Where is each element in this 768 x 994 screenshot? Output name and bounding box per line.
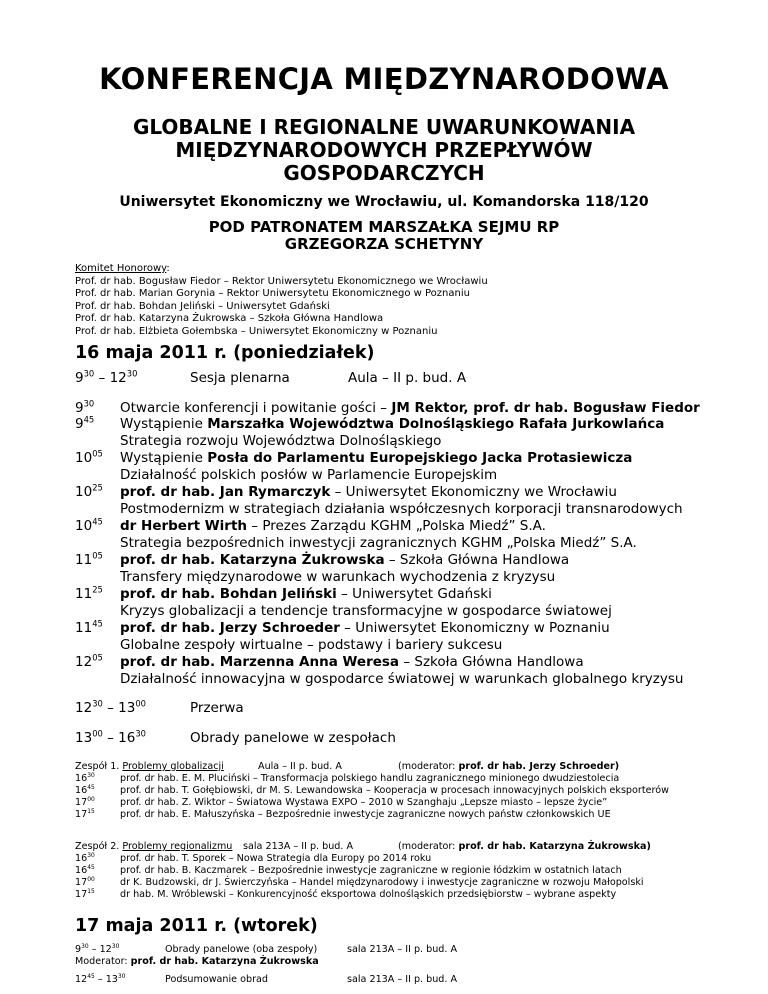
committee-heading: Komitet Honorowy: [75, 263, 170, 274]
team1-item: prof. dr hab. E. M. Pluciński – Transformacja polskiego handlu zagranicznego minionego dwudziestolecia [120, 773, 620, 784]
panels-time: $13^{00} - 16^{30}$ [75, 728, 146, 746]
committee-member: Prof. dr hab. Katarzyna Żukrowska – Szkoła Główna Handlowa [75, 313, 384, 324]
day2-row-room: sala 213A – II p. bud. A [347, 944, 458, 955]
conference-subtitle-line-2: MIĘDZYNARODOWYCH PRZEPŁYWÓW [175, 138, 593, 162]
team1-item-time: $17^{00}$ [75, 795, 95, 808]
team2-item-time: $16^{45}$ [75, 863, 95, 876]
patronage-line-2: GRZEGORZA SCHETYNY [284, 235, 484, 253]
talk-time: $9^{30}$ [75, 398, 95, 416]
team2-item-time: $17^{00}$ [75, 875, 95, 888]
team1-moderator: (moderator: prof. dr hab. Jerzy Schroeder) [398, 761, 620, 772]
talk-time: $11^{05}$ [75, 550, 103, 568]
talk-line: Wystąpienie Marszałka Województwa Dolnośląskiego Rafała Jurkowlańca [120, 416, 665, 432]
panels-label: Obrady panelowe w zespołach [190, 730, 396, 746]
team1-topic: Problemy globalizacji [122, 761, 224, 772]
day2-row-time: $9^{30} - 12^{30}$ [75, 942, 120, 955]
conference-subtitle-line-1: GLOBALNE I REGIONALNE UWARUNKOWANIA [132, 115, 636, 139]
break-time: $12^{30} - 13^{00}$ [75, 698, 146, 716]
talk-time: $10^{45}$ [75, 516, 103, 534]
team1-item-time: $17^{15}$ [75, 807, 95, 820]
committee-member: Prof. dr hab. Marian Gorynia – Rektor Uniwersytetu Ekonomicznego w Poznaniu [75, 288, 470, 299]
team1-item-time: $16^{45}$ [75, 783, 95, 796]
plenary-title: Sesja plenarna [190, 370, 290, 386]
talk-topic: Kryzys globalizacji a tendencje transformacyjne w gospodarce światowej [120, 603, 612, 619]
talk-line: Wystąpienie Posła do Parlamentu Europejskiego Jacka Protasiewicza [120, 450, 633, 466]
talk-topic: Globalne zespoły wirtualne – podstawy i bariery sukcesu [120, 637, 503, 653]
team2-item-time: $17^{15}$ [75, 887, 95, 900]
committee-member: Prof. dr hab. Bogusław Fiedor – Rektor Uniwersytetu Ekonomicznego we Wrocławiu [75, 275, 488, 287]
team2-room: sala 213A – II p. bud. A [243, 841, 354, 852]
day2-row-time: $12^{45} - 13^{30}$ [75, 972, 126, 985]
talk-time: $9^{45}$ [75, 414, 95, 432]
talk-time: $11^{25}$ [75, 584, 103, 602]
day2-row-label: Obrady panelowe (oba zespoły) [165, 944, 318, 955]
talk-time: $11^{45}$ [75, 618, 103, 636]
team1-item: prof. dr hab. E. Małuszyńska – Bezpośrednie inwestycje zagraniczne nowych państw członkowskich UE [120, 809, 611, 820]
talk-topic: Transfery międzynarodowe w warunkach wychodzenia z kryzysu [120, 569, 556, 585]
committee-member: Prof. dr hab. Bohdan Jeliński – Uniwersytet Gdański [75, 300, 330, 312]
talk-line: prof. dr hab. Katarzyna Żukrowska – Szkoła Główna Handlowa [120, 552, 570, 568]
team2-item: prof. dr hab. B. Kaczmarek – Bezpośrednie inwestycje zagraniczne w regionie łódzkim w ostatnich latach [120, 865, 622, 876]
talk-time: $10^{05}$ [75, 448, 103, 466]
team1-item: prof. dr hab. Z. Wiktor – Światowa Wystawa EXPO – 2010 w Szanghaju „Lepsze miasto – lepsze życie” [120, 797, 608, 808]
talk-time: $10^{25}$ [75, 482, 103, 500]
break-label: Przerwa [190, 700, 244, 716]
team1-header: Zespół 1. Problemy globalizacji [75, 761, 224, 772]
team2-item: dr K. Budzowski, dr J. Świerczyńska – Handel międzynarodowy i inwestycje zagraniczne w rozwoju Małopolski [120, 877, 644, 888]
team1-item-time: $16^{30}$ [75, 771, 95, 784]
day1-heading: 16 maja 2011 r. (poniedziałek) [75, 343, 375, 363]
talk-line: dr Herbert Wirth – Prezes Zarządu KGHM „Polska Miedź” S.A. [120, 518, 546, 534]
plenary-time: $9^{30} - 12^{30}$ [75, 368, 138, 386]
day2-row-label: Podsumowanie obrad [165, 974, 268, 985]
day2-row-room: sala 213A – II p. bud. A [347, 974, 458, 985]
committee-label: Komitet Honorowy [75, 263, 167, 274]
talk-topic: Postmodernizm w strategiach działania współczesnych korporacji transnarodowych [120, 501, 683, 517]
talk-line: prof. dr hab. Jerzy Schroeder – Uniwersytet Ekonomiczny w Poznaniu [120, 620, 610, 636]
team1-room: Aula – II p. bud. A [258, 761, 342, 772]
patronage-line-1: POD PATRONATEM MARSZAŁKA SEJMU RP [208, 218, 560, 236]
talk-line: Otwarcie konferencji i powitanie gości – JM Rektor, prof. dr hab. Bogusław Fiedor [120, 400, 700, 416]
talk-time: $12^{05}$ [75, 652, 103, 670]
team2-header: Zespół 2. Problemy regionalizmu [75, 841, 233, 852]
talk-line: prof. dr hab. Jan Rymarczyk – Uniwersytet Ekonomiczny we Wrocławiu [120, 484, 617, 500]
venue-address: Uniwersytet Ekonomiczny we Wrocławiu, ul. Komandorska 118/120 [119, 194, 649, 210]
talk-topic: Strategia rozwoju Województwa Dolnośląskiego [120, 433, 442, 449]
team2-topic: Problemy regionalizmu [122, 841, 233, 852]
talk-line: prof. dr hab. Bohdan Jeliński – Uniwersytet Gdański [120, 586, 492, 602]
team1-item: prof. dr hab. T. Gołębiowski, dr M. S. Lewandowska – Kooperacja w procesach innowacyjnych polskich eksporterów [120, 785, 669, 796]
committee-member: Prof. dr hab. Elżbieta Gołembska – Uniwersytet Ekonomiczny w Poznaniu [75, 325, 438, 337]
day2-moderator: Moderator: prof. dr hab. Katarzyna Żukrowska [75, 956, 319, 967]
talk-topic: Działalność innowacyjna w gospodarce światowej w warunkach globalnego kryzysu [120, 671, 684, 687]
team2-moderator: (moderator: prof. dr hab. Katarzyna Żukrowska) [398, 841, 651, 852]
talk-topic: Działalność polskich posłów w Parlamencie Europejskim [120, 467, 498, 483]
talk-line: prof. dr hab. Marzenna Anna Weresa – Szkoła Główna Handlowa [120, 654, 584, 670]
team2-item-time: $16^{30}$ [75, 851, 95, 864]
conference-title: KONFERENCJA MIĘDZYNARODOWA [99, 62, 669, 96]
plenary-room: Aula – II p. bud. A [348, 370, 467, 386]
team2-item: prof. dr hab. T. Sporek – Nowa Strategia dla Europy po 2014 roku [120, 853, 432, 864]
team2-item: dr hab. M. Wróblewski – Konkurencyjność eksportowa dolnośląskich przedsiębiorstw – wybrane aspekty [120, 889, 617, 900]
conference-subtitle-line-3: GOSPODARCZYCH [283, 161, 485, 185]
day2-heading: 17 maja 2011 r. (wtorek) [75, 916, 318, 936]
talk-topic: Strategia bezpośrednich inwestycji zagranicznych KGHM „Polska Miedź” S.A. [120, 535, 637, 551]
